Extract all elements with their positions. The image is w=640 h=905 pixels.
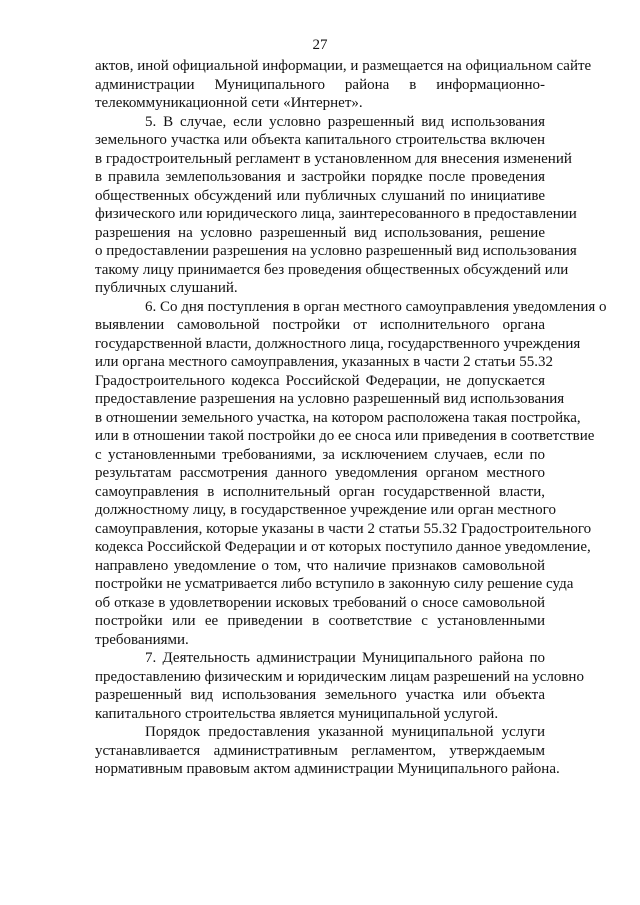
text-line: земельного участка или объекта капитального строительства включен bbox=[95, 132, 545, 148]
text-line: должностному лицу, в государственное учреждение или орган местного bbox=[95, 502, 556, 518]
text-line: в отношении земельного участка, на котором расположена такая постройка, bbox=[95, 409, 581, 426]
text-line: в градостроительный регламент в установленном для внесения изменений bbox=[95, 150, 572, 167]
text-line: 5. В случае, если условно разрешенный вид использования bbox=[145, 113, 545, 130]
text-line: телекоммуникационной сети «Интернет». bbox=[95, 95, 363, 111]
text-line: предоставлению физическим и юридическим лицам разрешений на условно bbox=[95, 668, 584, 685]
text-line: выявлении самовольной постройки от исполнительного органа bbox=[95, 317, 545, 333]
text-line: администрации Муниципального района в информационно- bbox=[95, 76, 545, 93]
text-line: капитального строительства является муниципальной услугой. bbox=[95, 705, 499, 722]
text-line: публичных слушаний. bbox=[95, 280, 238, 296]
text-line: устанавливается административным регламентом, утверждаемым bbox=[95, 742, 545, 759]
text-line: общественных обсуждений или публичных слушаний по инициативе bbox=[95, 187, 545, 204]
text-line: Порядок предоставления указанной муниципальной услуги bbox=[145, 724, 545, 740]
text-line: о предоставлении разрешения на условно разрешенный вид использования bbox=[95, 243, 577, 259]
text-line: требованиями. bbox=[95, 631, 189, 648]
text-line: постройки не усматривается либо вступило в законную силу решение суда bbox=[95, 576, 574, 592]
page-number: 27 bbox=[312, 37, 328, 53]
text-line: постройки или ее приведении в соответствие с установленными bbox=[95, 613, 545, 629]
text-line: предоставление разрешения на условно разрешенный вид использования bbox=[95, 391, 565, 407]
text-line: разрешения на условно разрешенный вид использования, решение bbox=[95, 224, 545, 241]
text-line: в правила землепользования и застройки порядке после проведения bbox=[95, 169, 545, 185]
text-line: с установленными требованиями, за исключением случаев, если по bbox=[95, 446, 545, 463]
text-line: 6. Со дня поступления в орган местного самоуправления уведомления о bbox=[145, 298, 607, 315]
text-line: государственной власти, должностного лица, государственного учреждения bbox=[95, 335, 581, 352]
text-line: самоуправления, которые указаны в части 2 статьи 55.32 Градостроительного bbox=[95, 520, 592, 537]
text-line: 7. Деятельность администрации Муниципального района по bbox=[145, 650, 545, 666]
text-line: результатам рассмотрения данного уведомления органом местного bbox=[95, 465, 545, 481]
document-body bbox=[95, 57, 607, 779]
text-line: самоуправления в исполнительный орган государственной власти, bbox=[95, 483, 545, 500]
text-line: направлено уведомление о том, что наличие признаков самовольной bbox=[95, 557, 545, 574]
text-line: такому лицу принимается без проведения общественных обсуждений или bbox=[95, 261, 569, 278]
text-line: физического или юридического лица, заинтересованного в предоставлении bbox=[95, 206, 577, 222]
text-line: или органа местного самоуправления, указанных в части 2 статьи 55.32 bbox=[95, 354, 553, 370]
text-line: разрешенный вид использования земельного участка или объекта bbox=[95, 687, 545, 703]
text-line: кодекса Российской Федерации и от которых поступило данное уведомление, bbox=[95, 539, 591, 555]
text-line: или в отношении такой постройки до ее сноса или приведения в соответствие bbox=[95, 428, 595, 444]
text-line: об отказе в удовлетворении исковых требований о сносе самовольной bbox=[95, 594, 545, 611]
text-line: актов, иной официальной информации, и размещается на официальном сайте bbox=[95, 58, 592, 74]
text-line: Градостроительного кодекса Российской Федерации, не допускается bbox=[95, 372, 545, 389]
text-line: нормативным правовым актом администрации Муниципального района. bbox=[95, 761, 560, 777]
